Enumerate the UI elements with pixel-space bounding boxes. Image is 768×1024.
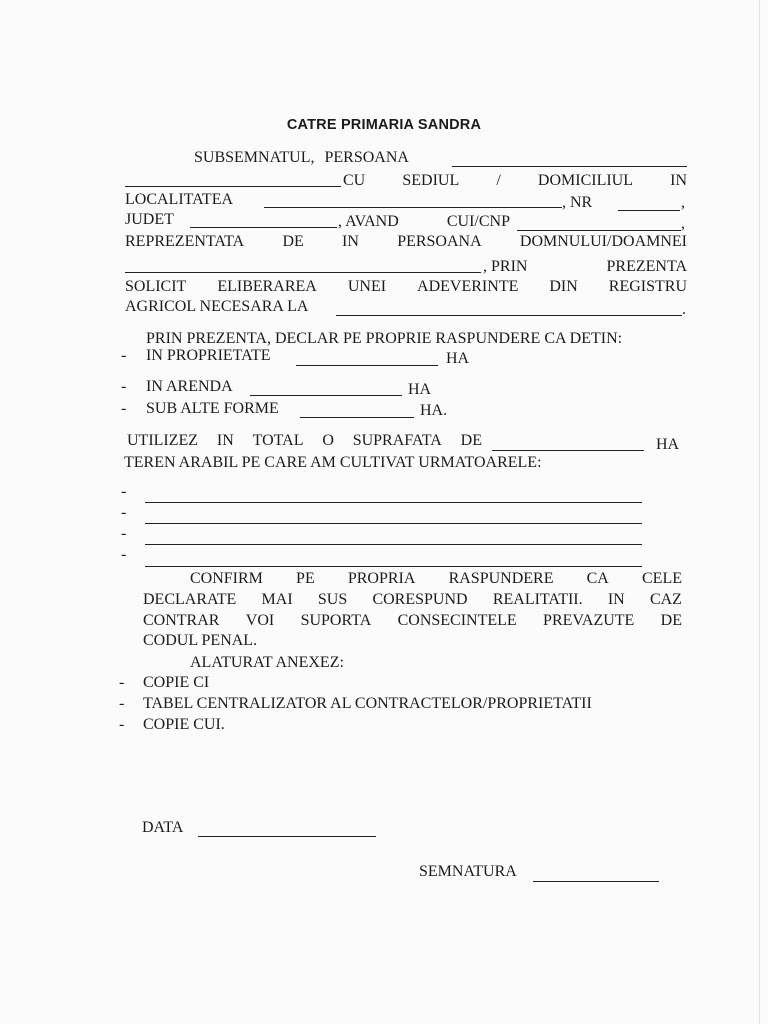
persoana-field-continued[interactable] — [125, 186, 341, 187]
voi-word: VOI — [245, 612, 275, 629]
total-word: TOTAL — [252, 432, 304, 449]
mai-word: MAI — [261, 591, 293, 608]
reprezentata-label: REPREZENTATA — [125, 233, 245, 250]
form-title: CATRE PRIMARIA SANDRA — [286, 117, 482, 133]
prin-prezenta-line — [483, 257, 687, 277]
subsemnatul-text — [194, 148, 409, 168]
alte-forme-dash: - — [121, 400, 127, 417]
in-word: IN — [216, 432, 234, 449]
date-label: DATA — [142, 819, 184, 836]
prevazute-word: PREVAZUTE — [543, 612, 635, 629]
reprezentata-line — [125, 232, 687, 252]
realitatii-word: REALITATII. — [492, 591, 583, 608]
annex-item-copie-ci: COPIE CI — [143, 674, 210, 691]
de-word-2: DE — [660, 612, 682, 629]
o-word: O — [322, 432, 334, 449]
localitatea-label: LOCALITATEA — [125, 191, 234, 208]
sediul-label: SEDIUL — [402, 172, 460, 189]
suprafata-unit: HA — [656, 436, 680, 453]
in-caz-in-word: IN — [607, 591, 625, 608]
slash-label: / — [496, 172, 501, 189]
utilizez-word: UTILIZEZ — [127, 432, 199, 449]
in-label: IN — [670, 172, 687, 189]
sediul-line — [343, 171, 687, 191]
prin-label: , PRIN — [483, 258, 528, 275]
caz-word: CAZ — [649, 591, 682, 608]
judet-label: JUDET — [125, 211, 174, 228]
alte-forme-unit: HA. — [420, 402, 448, 419]
raspundere-word: RASPUNDERE — [448, 570, 554, 587]
confirm-line-2 — [143, 590, 682, 610]
corespund-word: CORESPUND — [372, 591, 468, 608]
in-label-2: IN — [342, 233, 359, 250]
agricol-label: AGRICOL NECESARA LA — [125, 298, 309, 315]
annex-item-copie-cui: COPIE CUI. — [143, 716, 225, 733]
solicit-label: SOLICIT — [125, 278, 187, 295]
page-edge — [759, 0, 760, 1024]
avand-line — [338, 212, 510, 232]
annex-item-tabel: TABEL CENTRALIZATOR AL CONTRACTELOR/PROPRIETATII — [143, 695, 592, 712]
contrar-word: CONTRAR — [143, 612, 220, 629]
ca-word: CA — [586, 570, 609, 587]
persoana-field[interactable] — [452, 166, 687, 167]
nr-comma: , — [681, 194, 685, 211]
crop-field-2[interactable] — [145, 523, 642, 524]
confirm-word: CONFIRM — [190, 570, 263, 587]
domnului-label: DOMNULUI/DOAMNEI — [519, 233, 687, 250]
suprafata-field[interactable] — [492, 450, 644, 451]
date-field[interactable] — [198, 836, 376, 837]
proprietate-dash: - — [121, 347, 127, 364]
arenda-field[interactable] — [250, 395, 402, 396]
crop-dash-1: - — [121, 483, 127, 500]
de-word: DE — [460, 432, 482, 449]
annex-dash-2: - — [119, 695, 125, 712]
persoana-label-2: PERSOANA — [397, 233, 482, 250]
cui-comma: , — [681, 215, 685, 232]
utilizez-line — [127, 431, 482, 451]
crop-field-1[interactable] — [145, 502, 642, 503]
alte-forme-field[interactable] — [300, 417, 414, 418]
signature-field[interactable] — [533, 881, 659, 882]
arenda-unit: HA — [408, 381, 432, 398]
eliberarea-label: ELIBERAREA — [217, 278, 317, 295]
solicit-line — [125, 277, 687, 297]
propria-word: PROPRIA — [347, 570, 416, 587]
cele-word: CELE — [642, 570, 682, 587]
alte-forme-label: SUB ALTE FORME — [146, 400, 279, 417]
annex-dash-3: - — [119, 716, 125, 733]
suporta-word: SUPORTA — [300, 612, 372, 629]
registru-label: REGISTRU — [608, 278, 687, 295]
persoana-label: PERSOANA — [324, 149, 409, 166]
representative-field[interactable] — [125, 272, 481, 273]
annex-heading: ALATURAT ANEXEZ: — [190, 654, 344, 671]
cui-cnp-label: CUI/CNP — [446, 213, 510, 230]
arenda-dash: - — [121, 378, 127, 395]
declaration-heading: PRIN PREZENTA, DECLAR PE PROPRIE RASPUNDERE CA DETIN: — [146, 330, 623, 347]
signature-label: SEMNATURA — [419, 863, 517, 880]
nr-field[interactable] — [618, 210, 680, 211]
cu-label: CU — [343, 172, 366, 189]
adeverinte-label: ADEVERINTE — [417, 278, 519, 295]
teren-arabil-text: TEREN ARABIL PE CARE AM CULTIVAT URMATOARELE: — [124, 454, 542, 471]
proprietate-label: IN PROPRIETATE — [146, 347, 271, 364]
din-label: DIN — [549, 278, 578, 295]
pe-word: PE — [296, 570, 315, 587]
annex-dash-1: - — [119, 674, 125, 691]
localitatea-field[interactable] — [264, 207, 562, 208]
prezenta-label: PREZENTA — [606, 258, 687, 275]
crop-dash-3: - — [121, 525, 127, 542]
necesara-field[interactable] — [336, 315, 682, 316]
codul-penal-text: CODUL PENAL. — [143, 632, 258, 649]
avand-label: , AVAND — [338, 213, 399, 230]
consecintele-word: CONSECINTELE — [397, 612, 517, 629]
cui-cnp-field[interactable] — [517, 230, 681, 231]
nr-label: , NR — [562, 194, 593, 211]
crop-dash-4: - — [121, 546, 127, 563]
confirm-line-3 — [143, 611, 682, 631]
suprafata-word: SUPRAFATA — [352, 432, 442, 449]
judet-field[interactable] — [190, 227, 337, 228]
unei-label: UNEI — [347, 278, 387, 295]
declarate-word: DECLARATE — [143, 591, 237, 608]
crop-dash-2: - — [121, 504, 127, 521]
crop-field-4[interactable] — [145, 566, 642, 567]
confirm-line-1 — [190, 569, 682, 589]
agricol-period: . — [682, 301, 686, 318]
proprietate-field[interactable] — [296, 365, 438, 366]
subsemnatul-label: SUBSEMNATUL, — [194, 149, 315, 166]
crop-field-3[interactable] — [145, 544, 642, 545]
de-label: DE — [282, 233, 304, 250]
arenda-label: IN ARENDA — [146, 378, 233, 395]
domiciliul-label: DOMICILIUL — [537, 172, 633, 189]
sus-word: SUS — [317, 591, 348, 608]
proprietate-unit: HA — [446, 350, 470, 367]
